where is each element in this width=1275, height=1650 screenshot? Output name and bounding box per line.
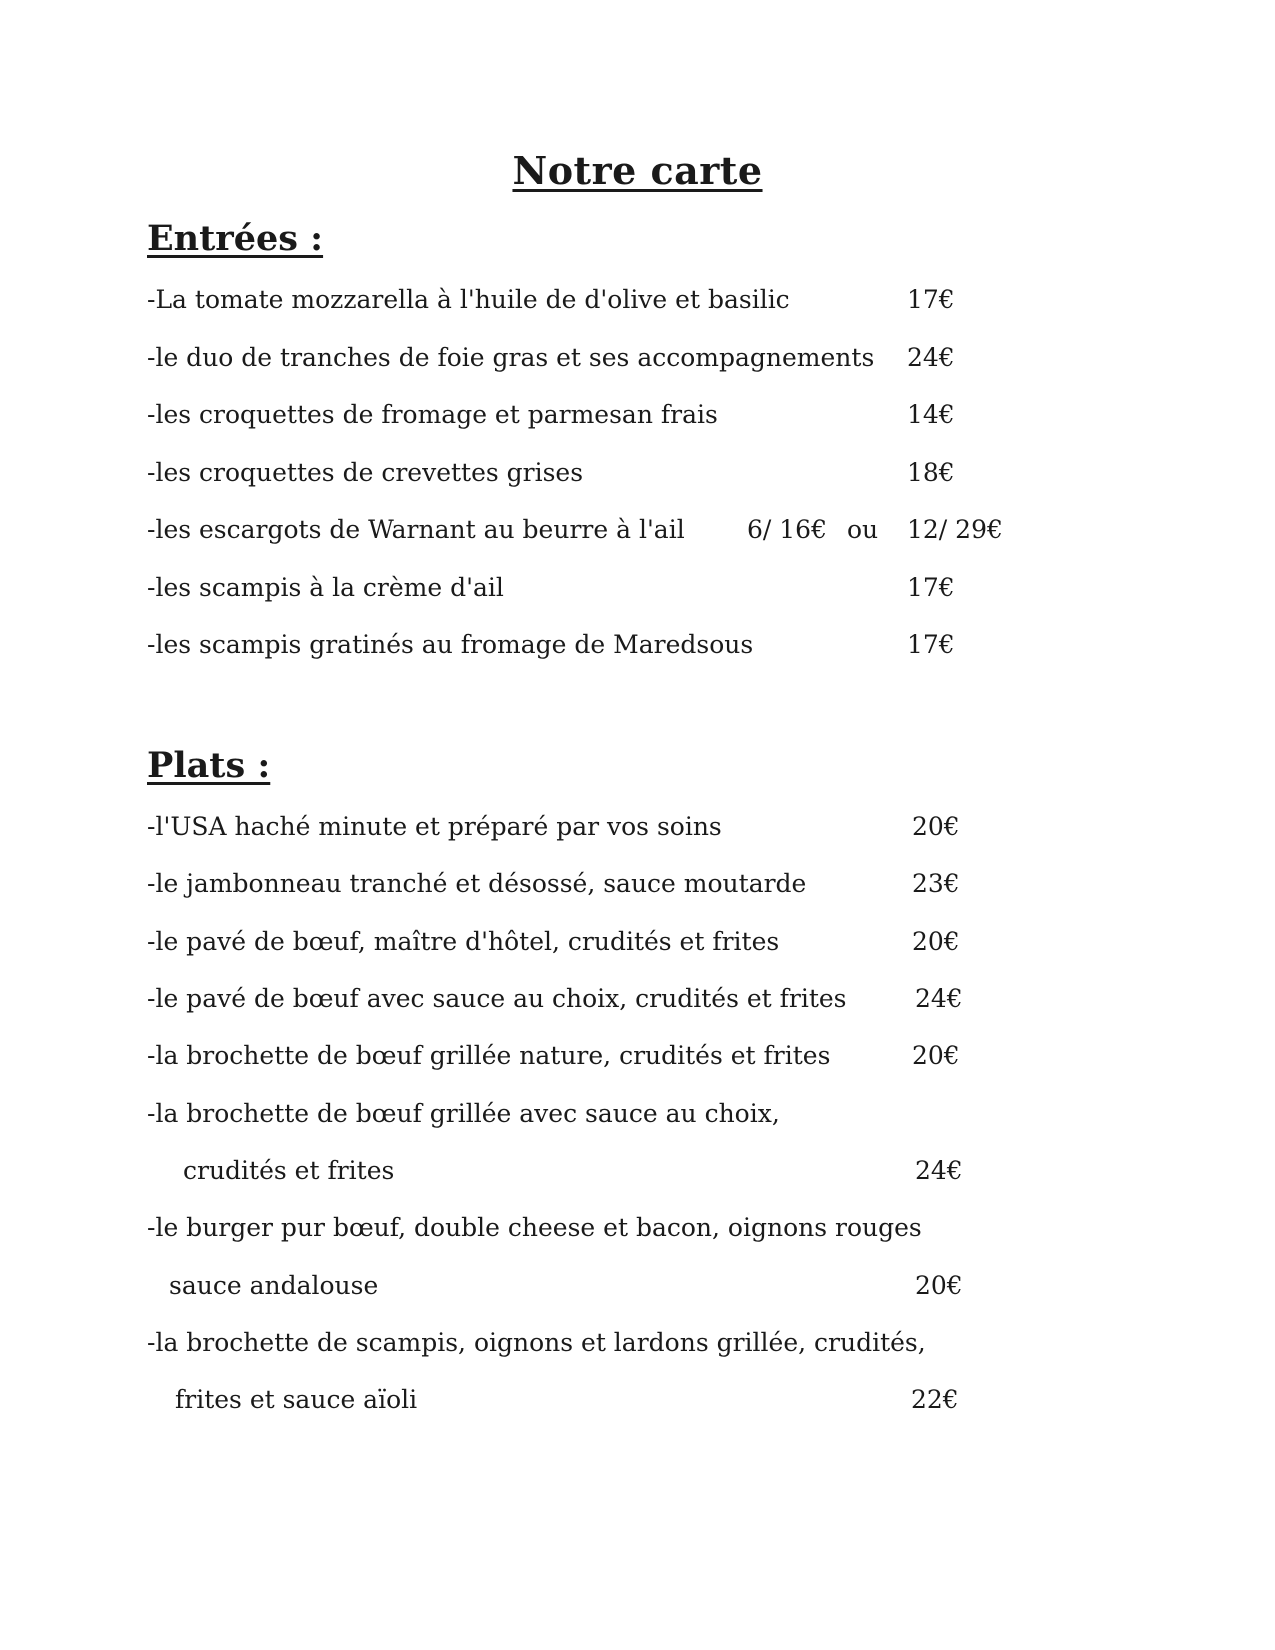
- menu-item-price: 14€: [907, 400, 955, 429]
- menu-item: [147, 455, 1007, 491]
- menu-item-price: 23€: [912, 869, 960, 898]
- menu-item: [147, 981, 1007, 1017]
- menu-item-label: -les croquettes de crevettes grises: [147, 458, 584, 487]
- menu-item-price: 24€: [915, 984, 963, 1013]
- menu-item-label: -le pavé de bœuf avec sauce au choix, crudités et frites: [147, 984, 847, 1013]
- menu-item-label: -La tomate mozzarella à l'huile de d'olive et basilic: [147, 285, 790, 314]
- menu-item-label: -le jambonneau tranché et désossé, sauce moutarde: [147, 869, 807, 898]
- menu-item-continuation: [147, 1382, 1007, 1418]
- menu-item-price: 22€: [911, 1385, 959, 1414]
- menu-item: [147, 866, 1007, 902]
- menu-item-label: -les scampis à la crème d'ail: [147, 573, 504, 602]
- menu-item-label: -le burger pur bœuf, double cheese et bacon, oignons rouges: [147, 1213, 922, 1242]
- menu-item-price: 20€: [912, 1041, 960, 1070]
- menu-item-price: 12/ 29€: [907, 515, 1003, 544]
- menu-item: [147, 1038, 1007, 1074]
- menu-item: [147, 282, 1007, 318]
- menu-item-price: 17€: [907, 630, 955, 659]
- menu-item-label-continuation: sauce andalouse: [169, 1271, 379, 1300]
- menu-item-label: -le duo de tranches de foie gras et ses accompagnements: [147, 343, 875, 372]
- menu-item-price: 17€: [907, 285, 955, 314]
- menu-item: [147, 924, 1007, 960]
- section-heading-entrees: Entrées :: [147, 218, 324, 259]
- menu-item: [147, 340, 1007, 376]
- menu-item-price: 20€: [912, 927, 960, 956]
- menu-item-price: 24€: [915, 1156, 963, 1185]
- menu-item-continuation: [147, 1268, 1007, 1304]
- menu-item: [147, 570, 1007, 606]
- menu-item-label: -les croquettes de fromage et parmesan frais: [147, 400, 718, 429]
- menu-item-continuation: [147, 1153, 1007, 1189]
- menu-item-label: -les scampis gratinés au fromage de Maredsous: [147, 630, 754, 659]
- menu-item-label-continuation: frites et sauce aïoli: [175, 1385, 418, 1414]
- menu-item-price: 24€: [907, 343, 955, 372]
- menu-item-label-continuation: crudités et frites: [183, 1156, 395, 1185]
- section-heading-plats: Plats :: [147, 745, 271, 786]
- menu-item: [147, 1096, 1007, 1132]
- menu-item-label: -la brochette de bœuf grillée nature, crudités et frites: [147, 1041, 831, 1070]
- menu-item: [147, 512, 1007, 548]
- menu-item: [147, 1210, 1007, 1246]
- menu-item-label: -l'USA haché minute et préparé par vos soins: [147, 812, 722, 841]
- page-title: Notre carte: [512, 148, 763, 193]
- menu-item: [147, 809, 1007, 845]
- menu-item-option-price: 6/ 16€: [747, 515, 827, 544]
- menu-item-label: -la brochette de bœuf grillée avec sauce au choix,: [147, 1099, 780, 1128]
- menu-item-price: 20€: [912, 812, 960, 841]
- menu-item: [147, 397, 1007, 433]
- menu-item-label: -les escargots de Warnant au beurre à l'ail: [147, 515, 685, 544]
- menu-item-or-word: ou: [847, 515, 879, 544]
- menu-item-label: -le pavé de bœuf, maître d'hôtel, crudités et frites: [147, 927, 780, 956]
- menu-item-label: -la brochette de scampis, oignons et lardons grillée, crudités,: [147, 1328, 926, 1357]
- menu-item-price: 17€: [907, 573, 955, 602]
- menu-item: [147, 627, 1007, 663]
- menu-item-price: 20€: [915, 1271, 963, 1300]
- menu-item: [147, 1325, 1007, 1361]
- menu-item-price: 18€: [907, 458, 955, 487]
